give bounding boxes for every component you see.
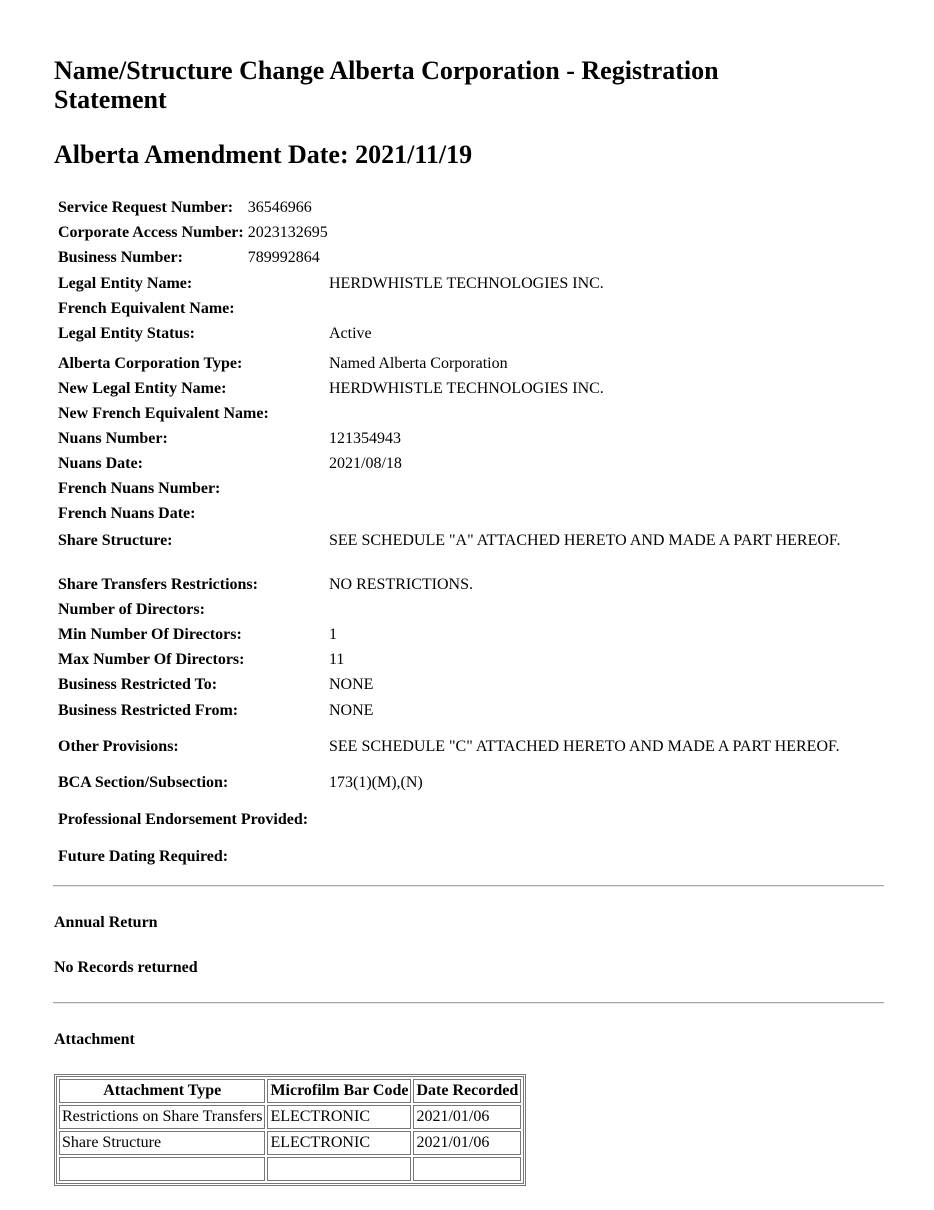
field-value [325, 296, 884, 321]
field-label: Min Number Of Directors: [58, 625, 242, 643]
column-header: Attachment Type [59, 1079, 265, 1103]
field-row [54, 597, 884, 622]
field-row [54, 647, 884, 672]
field-value: Named Alberta Corporation [329, 354, 508, 372]
field-value: 1 [329, 625, 337, 643]
field-label: French Nuans Number: [58, 479, 221, 497]
field-label: French Equivalent Name: [58, 299, 235, 317]
field-row [54, 501, 884, 526]
table-cell: Share Structure [59, 1131, 265, 1155]
field-row [54, 724, 884, 769]
field-value: NONE [329, 676, 374, 693]
field-row [54, 220, 328, 245]
annual-return-heading: Annual Return [54, 914, 158, 931]
field-row [54, 321, 884, 346]
field-row [54, 245, 328, 270]
amendment-date-heading: Alberta Amendment Date: 2021/11/19 [54, 140, 473, 169]
field-label: Corporate Access Number: [58, 223, 244, 241]
field-value [325, 796, 884, 844]
section-divider [53, 885, 884, 887]
field-row [54, 426, 884, 451]
table-cell: 2021/01/06 [413, 1105, 521, 1129]
field-label: Other Provisions: [58, 737, 179, 755]
field-row [54, 195, 328, 220]
field-label: Alberta Corporation Type: [58, 354, 243, 372]
field-value: 36546966 [247, 198, 312, 216]
table-row [59, 1157, 521, 1181]
field-row [54, 844, 884, 869]
table-cell: Restrictions on Share Transfers [59, 1105, 265, 1129]
field-row [54, 531, 884, 572]
field-label: Legal Entity Status: [58, 324, 195, 342]
field-label: Business Restricted To: [58, 676, 218, 693]
field-row [54, 296, 884, 321]
field-value: 11 [329, 650, 345, 668]
field-row [54, 769, 884, 796]
field-value: 2021/08/18 [329, 454, 402, 472]
field-row [54, 451, 884, 476]
table-cell [413, 1157, 521, 1181]
field-value [325, 501, 884, 526]
field-row [54, 401, 884, 426]
field-value [325, 401, 884, 426]
field-value: 173(1)(M),(N) [329, 773, 423, 791]
field-label: New French Equivalent Name: [58, 404, 269, 422]
field-label: Number of Directors: [58, 600, 205, 618]
field-label: Share Structure: [58, 532, 173, 549]
field-label: Max Number Of Directors: [58, 650, 245, 668]
field-label: Nuans Number: [58, 429, 168, 447]
column-header: Date Recorded [413, 1079, 521, 1103]
field-label: Future Dating Required: [58, 847, 229, 865]
field-value: NO RESTRICTIONS. [329, 575, 474, 593]
field-row [54, 698, 884, 724]
field-value: HERDWHISTLE TECHNOLOGIES INC. [329, 274, 604, 292]
table-row [59, 1131, 521, 1155]
table-cell [267, 1157, 411, 1181]
field-label: Business Number: [58, 248, 183, 266]
field-row [54, 271, 884, 296]
field-value: HERDWHISTLE TECHNOLOGIES INC. [329, 379, 604, 397]
field-label: New Legal Entity Name: [58, 379, 227, 397]
field-label: French Nuans Date: [58, 504, 196, 522]
field-value [325, 844, 884, 869]
field-label: BCA Section/Subsection: [58, 773, 229, 791]
field-label: Nuans Date: [58, 454, 143, 472]
table-cell: ELECTRONIC [267, 1131, 411, 1155]
field-label: Share Transfers Restrictions: [58, 575, 258, 593]
field-row [54, 376, 884, 401]
details-table [54, 271, 884, 869]
field-value: 789992864 [247, 248, 320, 266]
table-row [59, 1105, 521, 1129]
annual-return-message: No Records returned [54, 959, 198, 976]
field-label: Business Restricted From: [58, 702, 239, 719]
field-row [54, 476, 884, 501]
table-cell: ELECTRONIC [267, 1105, 411, 1129]
field-value: SEE SCHEDULE "A" ATTACHED HERETO AND MADE A PART HEREOF. [329, 532, 841, 549]
field-row [54, 351, 884, 376]
field-row [54, 622, 884, 647]
table-cell [59, 1157, 265, 1181]
field-row [54, 796, 884, 844]
table-header-row [59, 1079, 521, 1103]
field-value: 121354943 [329, 429, 401, 447]
field-label: Service Request Number: [58, 198, 234, 216]
field-value [325, 597, 884, 622]
field-label: Professional Endorsement Provided: [58, 811, 309, 828]
field-value: SEE SCHEDULE "C" ATTACHED HERETO AND MADE A PART HEREOF. [329, 737, 840, 755]
field-value [325, 476, 884, 501]
field-label: Legal Entity Name: [58, 274, 193, 292]
column-header: Microfilm Bar Code [267, 1079, 411, 1103]
attachment-heading: Attachment [54, 1031, 135, 1048]
attachment-table [54, 1074, 526, 1186]
field-row [54, 672, 884, 698]
top-fields-table [54, 195, 328, 270]
field-value: Active [329, 324, 372, 342]
field-row [54, 572, 884, 597]
field-value: NONE [329, 702, 374, 719]
table-cell: 2021/01/06 [413, 1131, 521, 1155]
field-value: 2023132695 [247, 223, 328, 241]
document-title: Name/Structure Change Alberta Corporation - Registration Statement [54, 56, 719, 114]
section-divider [53, 1002, 884, 1004]
